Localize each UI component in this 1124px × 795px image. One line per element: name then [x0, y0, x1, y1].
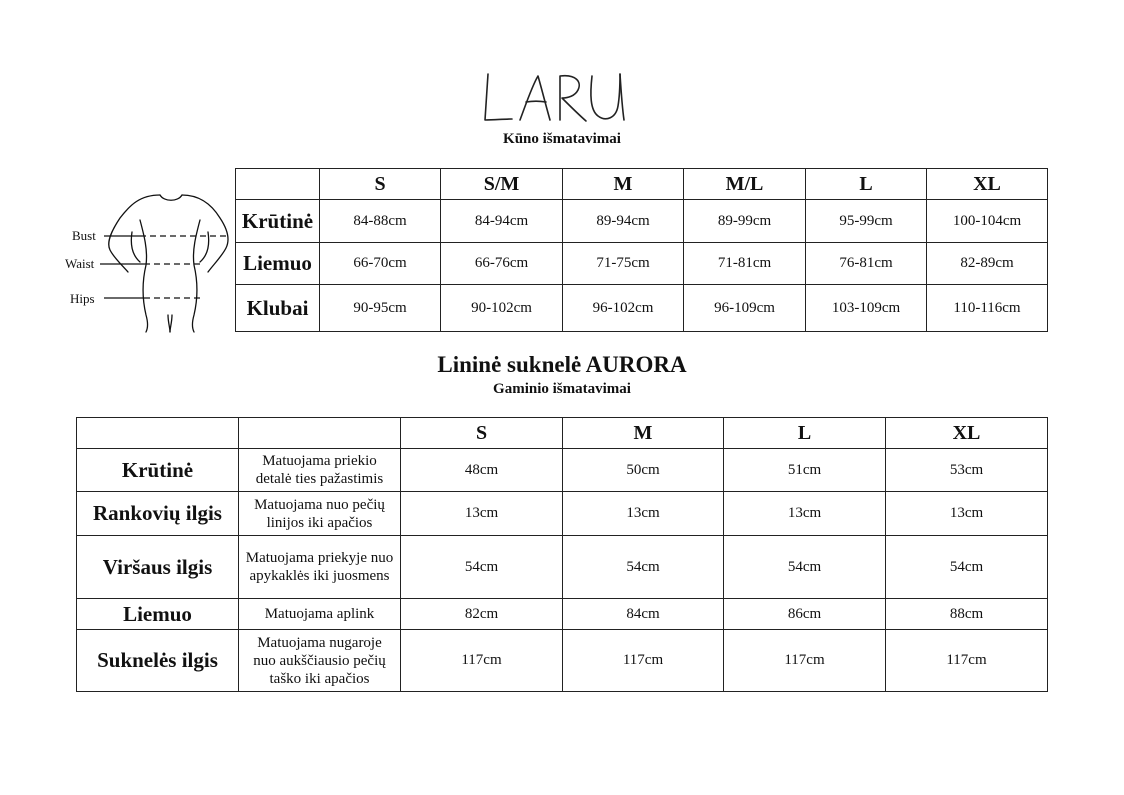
table-row — [77, 536, 1048, 599]
measurement-cell: 50cm — [563, 449, 724, 492]
measurement-cell: 48cm — [401, 449, 563, 492]
measurement-description: Matuojama nuo pečių linijos iki apačios — [239, 492, 401, 536]
bust-label: Bust — [72, 228, 96, 243]
row-label: Liemuo — [236, 243, 320, 285]
size-header: S — [401, 418, 563, 449]
measurement-cell: 117cm — [886, 630, 1048, 692]
size-header: XL — [886, 418, 1048, 449]
product-measurements-table — [76, 417, 1048, 692]
measurement-cell: 96-109cm — [684, 285, 806, 332]
measurement-cell: 71-75cm — [563, 243, 684, 285]
row-label: Viršaus ilgis — [77, 536, 239, 599]
table-header-row — [77, 418, 1048, 449]
measurement-cell: 66-76cm — [441, 243, 563, 285]
measurement-cell: 53cm — [886, 449, 1048, 492]
size-header: L — [806, 169, 927, 200]
measurement-cell: 51cm — [724, 449, 886, 492]
measurement-cell: 84-88cm — [320, 200, 441, 243]
laru-logo — [480, 68, 645, 128]
table-header-row — [236, 169, 1048, 200]
size-header: XL — [927, 169, 1048, 200]
header-empty-cell — [236, 169, 320, 200]
measurement-cell: 54cm — [724, 536, 886, 599]
size-header: L — [724, 418, 886, 449]
measurement-cell: 96-102cm — [563, 285, 684, 332]
measurement-cell: 110-116cm — [927, 285, 1048, 332]
row-label: Rankovių ilgis — [77, 492, 239, 536]
measurement-cell: 54cm — [886, 536, 1048, 599]
measurement-cell: 54cm — [563, 536, 724, 599]
waist-label: Waist — [65, 256, 95, 271]
row-label: Krūtinė — [77, 449, 239, 492]
measurement-cell: 13cm — [886, 492, 1048, 536]
measurement-cell: 100-104cm — [927, 200, 1048, 243]
row-label: Klubai — [236, 285, 320, 332]
measurement-cell: 82-89cm — [927, 243, 1048, 285]
size-header: S — [320, 169, 441, 200]
measurement-cell: 84cm — [563, 599, 724, 630]
size-header: S/M — [441, 169, 563, 200]
measurement-cell: 13cm — [563, 492, 724, 536]
measurement-cell: 86cm — [724, 599, 886, 630]
table-row — [236, 200, 1048, 243]
measurement-description: Matuojama priekyje nuo apykaklės iki juosmens — [239, 536, 401, 599]
size-header: M/L — [684, 169, 806, 200]
measurement-cell: 117cm — [563, 630, 724, 692]
measurement-cell: 95-99cm — [806, 200, 927, 243]
row-label: Liemuo — [77, 599, 239, 630]
body-measurements-table — [235, 168, 1048, 332]
table-row — [77, 599, 1048, 630]
product-title: Lininė suknelė AURORA — [437, 352, 687, 377]
size-header: M — [563, 169, 684, 200]
measurement-cell: 13cm — [401, 492, 563, 536]
measurement-cell: 66-70cm — [320, 243, 441, 285]
measurement-description: Matuojama nugaroje nuo aukščiausio pečių taško iki apačios — [239, 630, 401, 692]
measurement-cell: 103-109cm — [806, 285, 927, 332]
measurement-description: Matuojama priekio detalė ties pažastimis — [239, 449, 401, 492]
hips-label: Hips — [70, 291, 95, 306]
measurement-cell: 89-94cm — [563, 200, 684, 243]
measurement-cell: 82cm — [401, 599, 563, 630]
measurement-cell: 76-81cm — [806, 243, 927, 285]
measurement-cell: 117cm — [724, 630, 886, 692]
measurement-description: Matuojama aplink — [239, 599, 401, 630]
header-empty-cell — [239, 418, 401, 449]
measurement-cell: 90-95cm — [320, 285, 441, 332]
measurement-cell: 117cm — [401, 630, 563, 692]
measurement-cell: 90-102cm — [441, 285, 563, 332]
product-measurements-subtitle: Gaminio išmatavimai — [493, 381, 631, 397]
table-row — [236, 285, 1048, 332]
measurement-cell: 54cm — [401, 536, 563, 599]
row-label: Krūtinė — [236, 200, 320, 243]
table-row — [77, 449, 1048, 492]
measurement-cell: 88cm — [886, 599, 1048, 630]
row-label: Suknelės ilgis — [77, 630, 239, 692]
size-header: M — [563, 418, 724, 449]
measurement-cell: 84-94cm — [441, 200, 563, 243]
measurement-cell: 13cm — [724, 492, 886, 536]
body-measurements-title: Kūno išmatavimai — [503, 131, 621, 147]
measurement-cell: 71-81cm — [684, 243, 806, 285]
measurement-cell: 89-99cm — [684, 200, 806, 243]
header-empty-cell — [77, 418, 239, 449]
table-row — [77, 492, 1048, 536]
table-row — [236, 243, 1048, 285]
table-row — [77, 630, 1048, 692]
